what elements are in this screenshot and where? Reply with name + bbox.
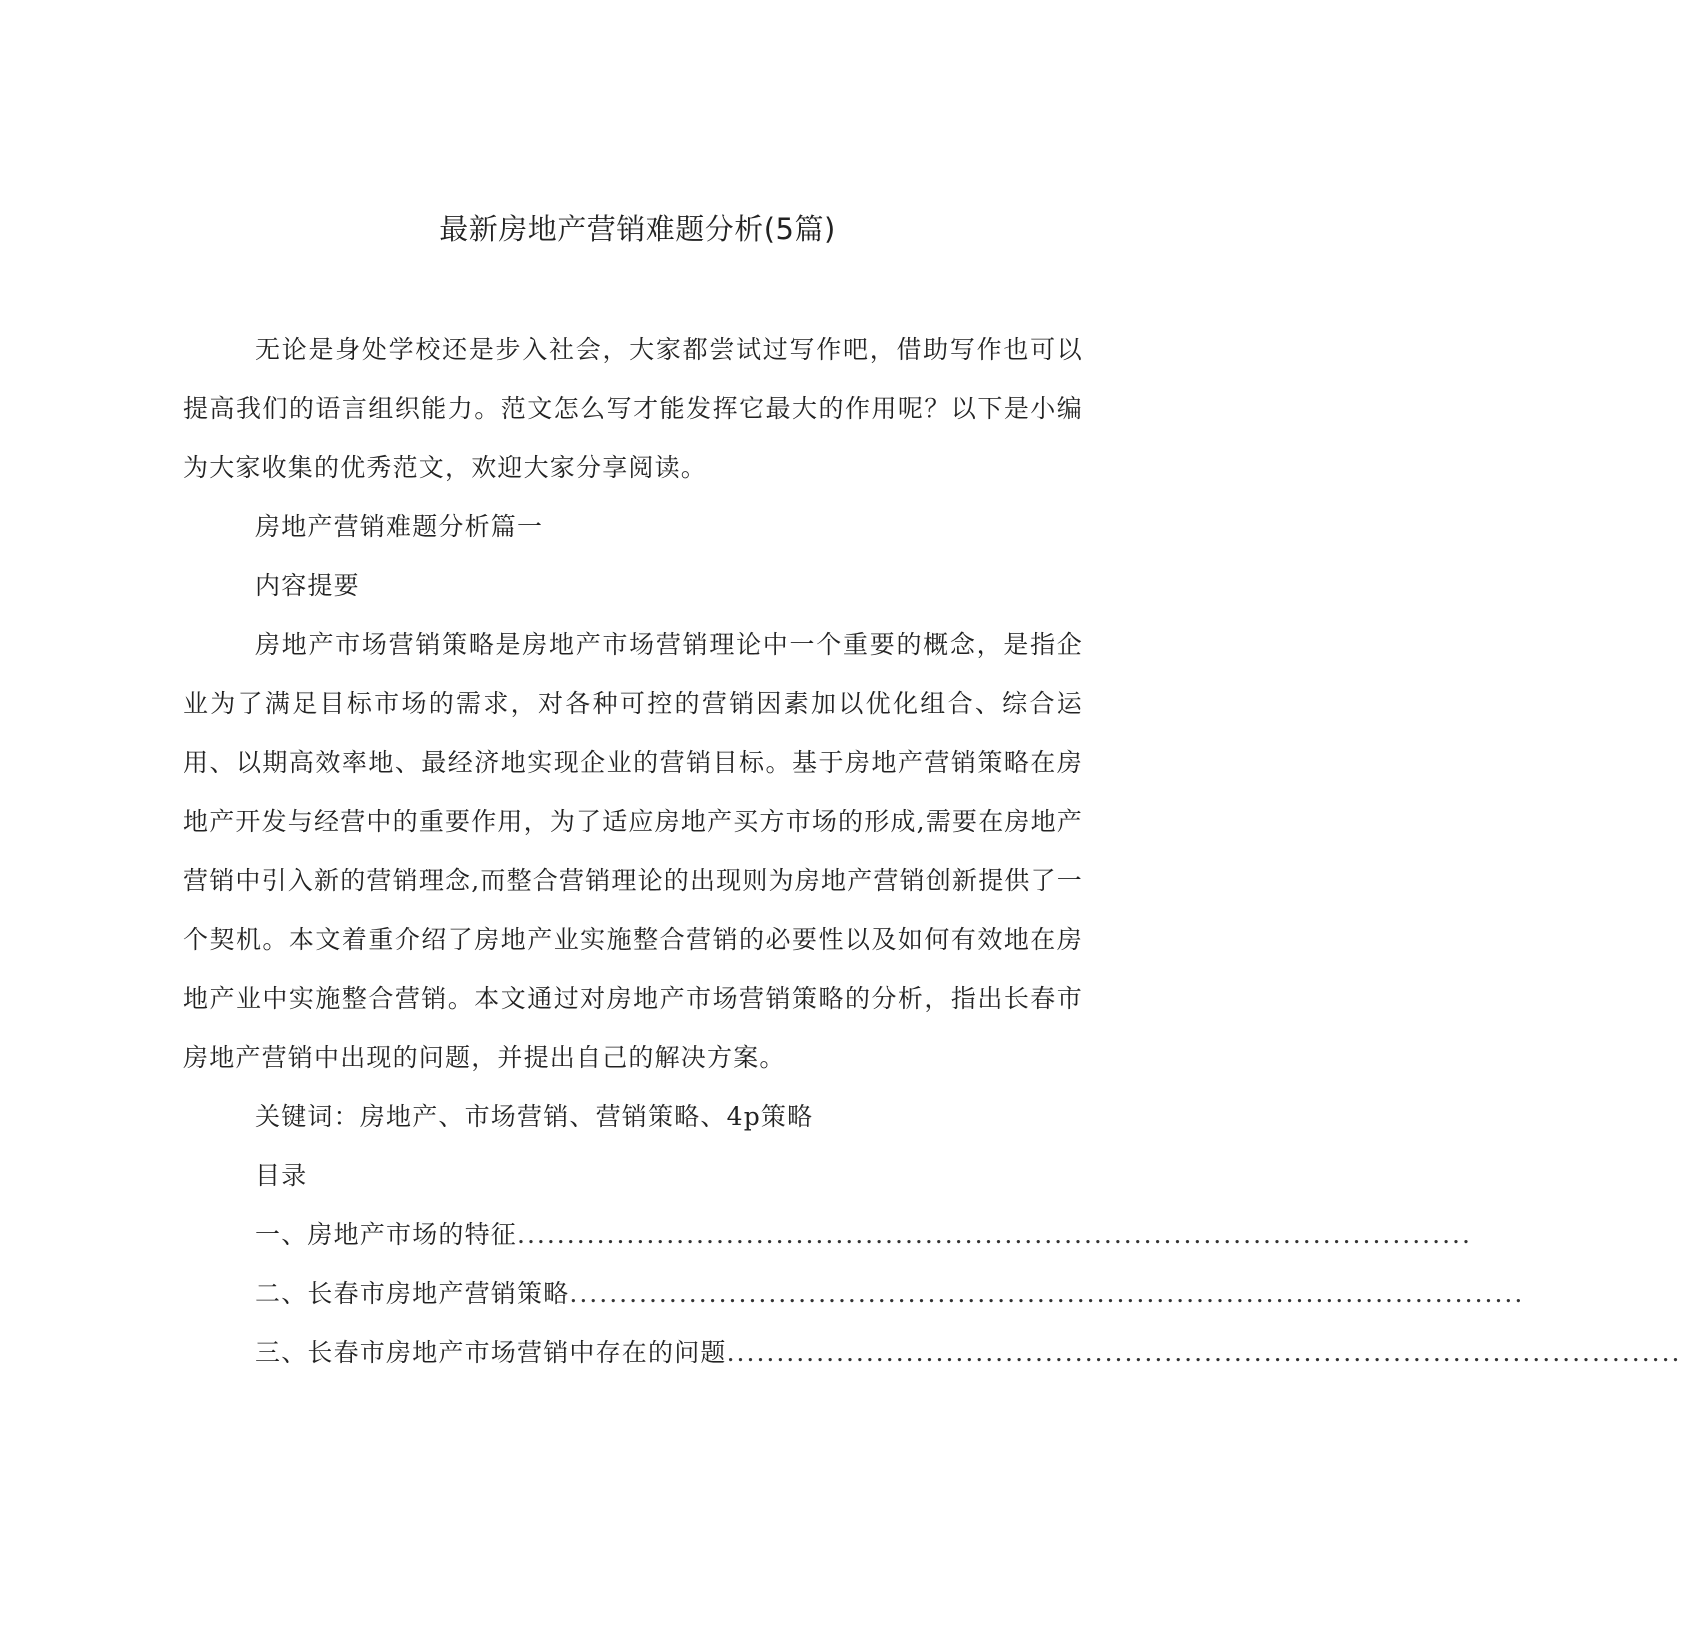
toc-leader-dots: ................................................................................................	[569, 1279, 1525, 1308]
document-body	[183, 320, 1682, 1382]
document-title: 最新房地产营销难题分析(5篇)	[439, 212, 836, 246]
section-heading: 房地产营销难题分析篇一	[255, 512, 544, 541]
keywords-line: 关键词：房地产、市场营销、营销策略、4p策略	[255, 1102, 814, 1131]
toc-entry	[183, 1323, 1682, 1382]
toc-entry-text: 一、房地产市场的特征	[255, 1220, 518, 1249]
toc-leader-dots: ................................................................................................	[517, 1220, 1472, 1249]
toc-entry-text: 二、长春市房地产营销策略	[255, 1279, 570, 1308]
intro-paragraph: 无论是身处学校还是步入社会，大家都尝试过写作吧，借助写作也可以提高我们的语言组织能力。范文怎么写才能发挥它最大的作用呢？以下是小编为大家收集的优秀范文，欢迎大家分享阅读。	[183, 335, 1083, 482]
toc-heading: 目录	[255, 1161, 308, 1190]
toc-entry	[183, 1264, 1525, 1323]
summary-paragraph: 房地产市场营销策略是房地产市场营销理论中一个重要的概念，是指企业为了满足目标市场的需求，对各种可控的营销因素加以优化组合、综合运用、以期高效率地、最经济地实现企业的营销目标。基于房地产营销策略在房地产开发与经营中的重要作用，为了适应房地产买方市场的形成,需要在房地产营销中引入新的营销理念,而整合营销理论的出现则为房地产营销创新提供了一个契机。本文着重介绍了房地产业实施整合营销的必要性以及如何有效地在房地产业中实施整合营销。本文通过对房地产市场营销策略的分析，指出长春市房地产营销中出现的问题，并提出自己的解决方案。	[183, 630, 1083, 1072]
toc-entry	[183, 1205, 1472, 1264]
summary-heading: 内容提要	[255, 571, 360, 600]
toc-leader-dots: ................................................................................................	[726, 1338, 1682, 1367]
toc-entry-text: 三、长春市房地产市场营销中存在的问题	[255, 1338, 727, 1367]
